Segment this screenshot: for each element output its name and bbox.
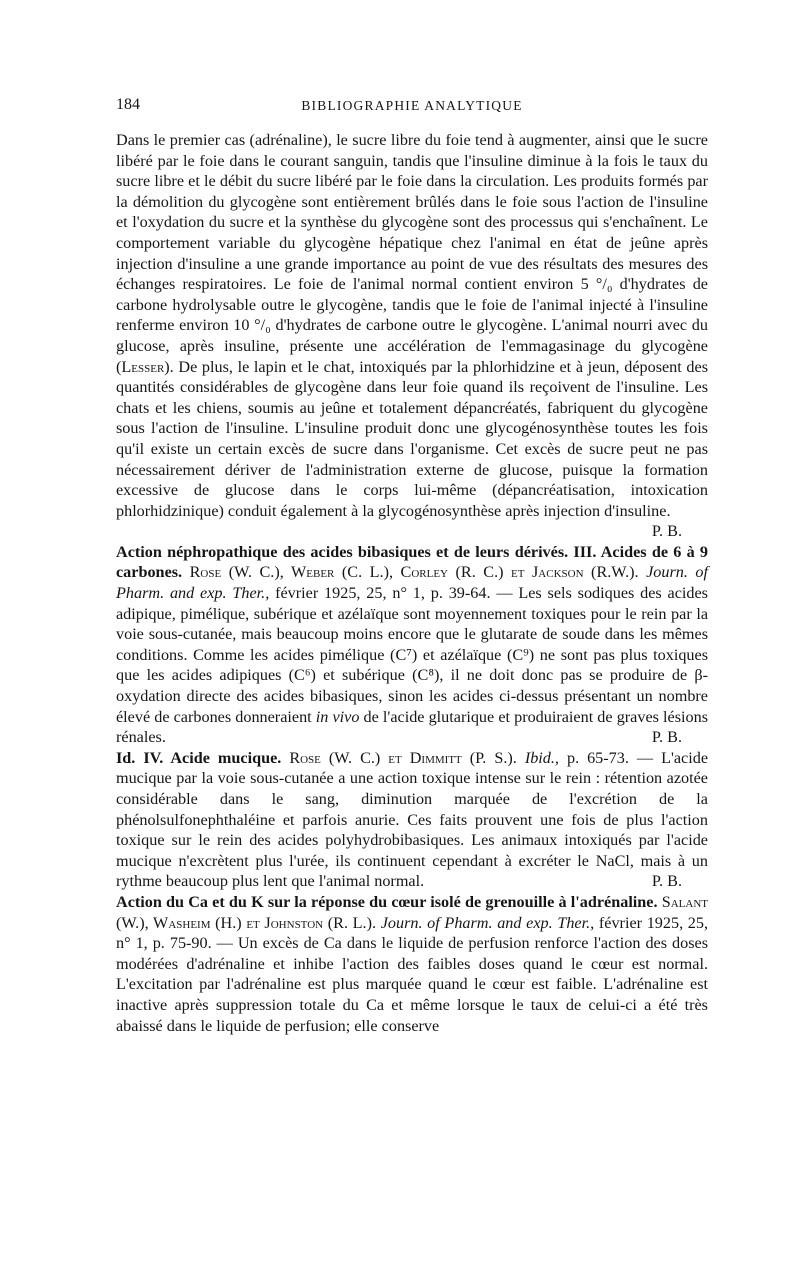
article-title: Action néphropathique des acides bibasiques et de leurs dérivés. III. Acides de 6 à 9 carbones. — [116, 542, 708, 582]
signature: P. B. — [651, 522, 682, 541]
citation: février 1925, 25, n° 1, p. 75-90. — — [116, 913, 709, 953]
article-text: L'acide mucique par la voie sous-cutanée a une action toxique intense sur le rein : rétention azotée considérable dans le sang, diminution marquée de l'excrétion de la phénolsulfonephthaléine et parfois anurie. Ces faits prouvent une fois de plus l'action toxique sur le rein des acides polyhydrobibasiques. Les animaux intoxiqués par l'acide mucique n'excrètent plus l'urée, ils continuent cependant à excréter le NaCl, mais à un rythme beaucoup plus lent que l'animal normal. — [116, 748, 709, 891]
author-name: Lesser — [121, 357, 165, 376]
page — [116, 96, 708, 1036]
article-authors: Rose (W. C.) et Dimmitt (P. S.). — [289, 748, 517, 767]
article-authors: Rose (W. C.), Weber (C. L.), Corley (R. C.) et Jackson (R.W.). — [189, 563, 639, 582]
signature: P. B. — [651, 728, 682, 747]
italic-phrase: in vivo — [315, 707, 360, 726]
article-text: Les sels sodiques des acides adipique, pimélique, subérique et azélaïque sont moyennement toxiques pour le rein par la voie sous-cutanée, mais beaucoup moins encore que le glutarate de soude dans les mêmes conditions. Comme les acides pimélique (C⁷) et azélaïque (C⁹) ne sont pas plus toxiques que les acides adipiques (C⁶) et subérique (C⁸), il ne doit donc pas se produire de β-oxydation directe des acides bibasiques, sinon les acides ci-dessus présentant un nombre élevé de carbones donneraient — [116, 584, 708, 726]
signature: P. B. — [651, 872, 682, 891]
citation: février 1925, 25, n° 1, p. 39-64. — — [275, 584, 513, 603]
intro-text: Dans le premier cas (adrénaline), le sucre libre du foie tend à augmenter, ainsi que le sucre libéré par le foie dans le courant sanguin, tandis que l'insuline diminue à la fois le taux du sucre libre et le débit du sucre libéré par le foie dans la circulation. Les produits formés par la démolition du glycogène sont entièrement brûlés dans le foie sous l'action de l'insuline et l'oxydation du sucre et la synthèse du glycogène sont des processus qui s'enchaînent. Le comportement variable du glycogène hépatique chez l'animal en état de jeûne après injection d'insuline a une grande importance au point de vue des résultats des mesures des échanges respiratoires. Le foie de l'animal normal contient environ 5 °/₀ d'hydrates de carbone hydrolysable outre le glycogène, tandis que le foie de l'animal injecté à l'insuline renferme environ 10 °/₀ d'hydrates de carbone outre le glycogène. L'animal nourri avec du glucose, après insuline, présente une accélération de l'emmagasinage du glycogène ( — [116, 131, 708, 376]
page-header — [116, 96, 708, 122]
article-2 — [116, 748, 708, 892]
citation: p. 65-73. — — [566, 748, 654, 767]
article-1 — [116, 542, 708, 748]
journal-name: Journ. of Pharm. and exp. Ther., — [116, 563, 709, 603]
intro-paragraph — [116, 130, 708, 542]
intro-text-continued: ). De plus, le lapin et le chat, intoxiqués par la phlorhidzine et à jeun, déposent des quantités considérables de glycogène dans leur foie quand ils reçoivent de l'insuline. Les chats et les chiens, soumis au jeûne et totalement dépancréatés, fabriquent du glycogène sous l'action de l'insuline. L'insuline produit donc une glycogénosynthèse toutes les fois qu'il existe un certain excès de sucre dans l'organisme. Cet excès de sucre peut ne pas nécessairement dériver de l'administration externe de glucose, puisque la formation excessive de glucose dans le corps lui-même (dépancréatisation, intoxication phlorhidzinique) conduit également à la glycogénosynthèse après injection d'insuline. — [116, 357, 708, 520]
article-authors: Salant (W.), Washeim (H.) et Johnston (R. L.). — [116, 892, 709, 932]
article-title: Action du Ca et du K sur la réponse du cœur isolé de grenouille à l'adrénaline. — [116, 892, 658, 911]
journal-name: Journ. of Pharm. and exp. Ther., — [380, 913, 595, 932]
page-number: 184 — [116, 96, 140, 113]
journal-name: Ibid., — [524, 748, 559, 767]
article-title: Id. IV. Acide mucique. — [116, 748, 282, 767]
article-text-continued: de l'acide glutarique et produiraient de graves lésions rénales. — [116, 707, 709, 747]
running-title: BIBLIOGRAPHIE ANALYTIQUE — [301, 98, 523, 113]
article-text: Un excès de Ca dans le liquide de perfusion renforce l'action des doses modérées d'adrénaline et inhibe l'action des faibles doses quand le cœur est normal. L'excitation par l'adrénaline est plus marquée quand le cœur est faible. L'adrénaline est inactive après suppression totale du Ca et même lorsque le taux de celui-ci a été très abaissé dans le liquide de perfusion; elle conserve — [116, 934, 708, 1035]
article-3 — [116, 892, 708, 1036]
